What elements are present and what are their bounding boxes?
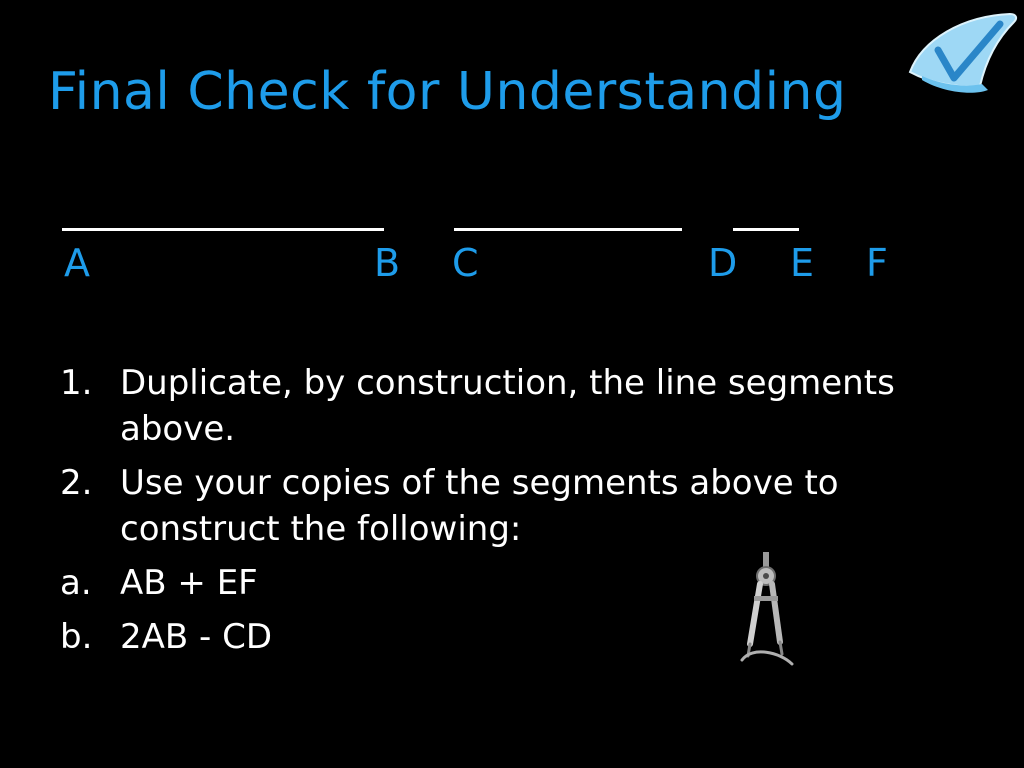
list-item-text: AB + EF [120,563,258,603]
segment-ef-line [733,228,799,231]
list-item [60,360,960,452]
slide-title: Final Check for Understanding [48,62,847,122]
point-label-b: B [374,241,401,285]
list-marker: 1. [60,363,93,403]
list-item-text: 2AB - CD [120,617,273,657]
list-marker: b. [60,617,93,657]
list-item [60,560,960,606]
list-item [60,614,960,660]
list-item [60,460,960,552]
instruction-list [60,360,960,668]
list-marker: a. [60,563,92,603]
point-label-d: D [708,241,738,285]
segment-ab-line [62,228,384,231]
list-item-text: Use your copies of the segments above to construct the following: [120,463,839,549]
point-label-e: E [790,241,815,285]
list-marker: 2. [60,463,93,503]
point-label-f: F [866,241,888,285]
compass-icon [736,552,796,668]
checkmark-hat-icon [902,10,1020,106]
list-item-text: Duplicate, by construction, the line segments above. [120,363,895,449]
point-label-c: C [452,241,479,285]
point-label-a: A [64,241,90,285]
segment-cd-line [454,228,682,231]
